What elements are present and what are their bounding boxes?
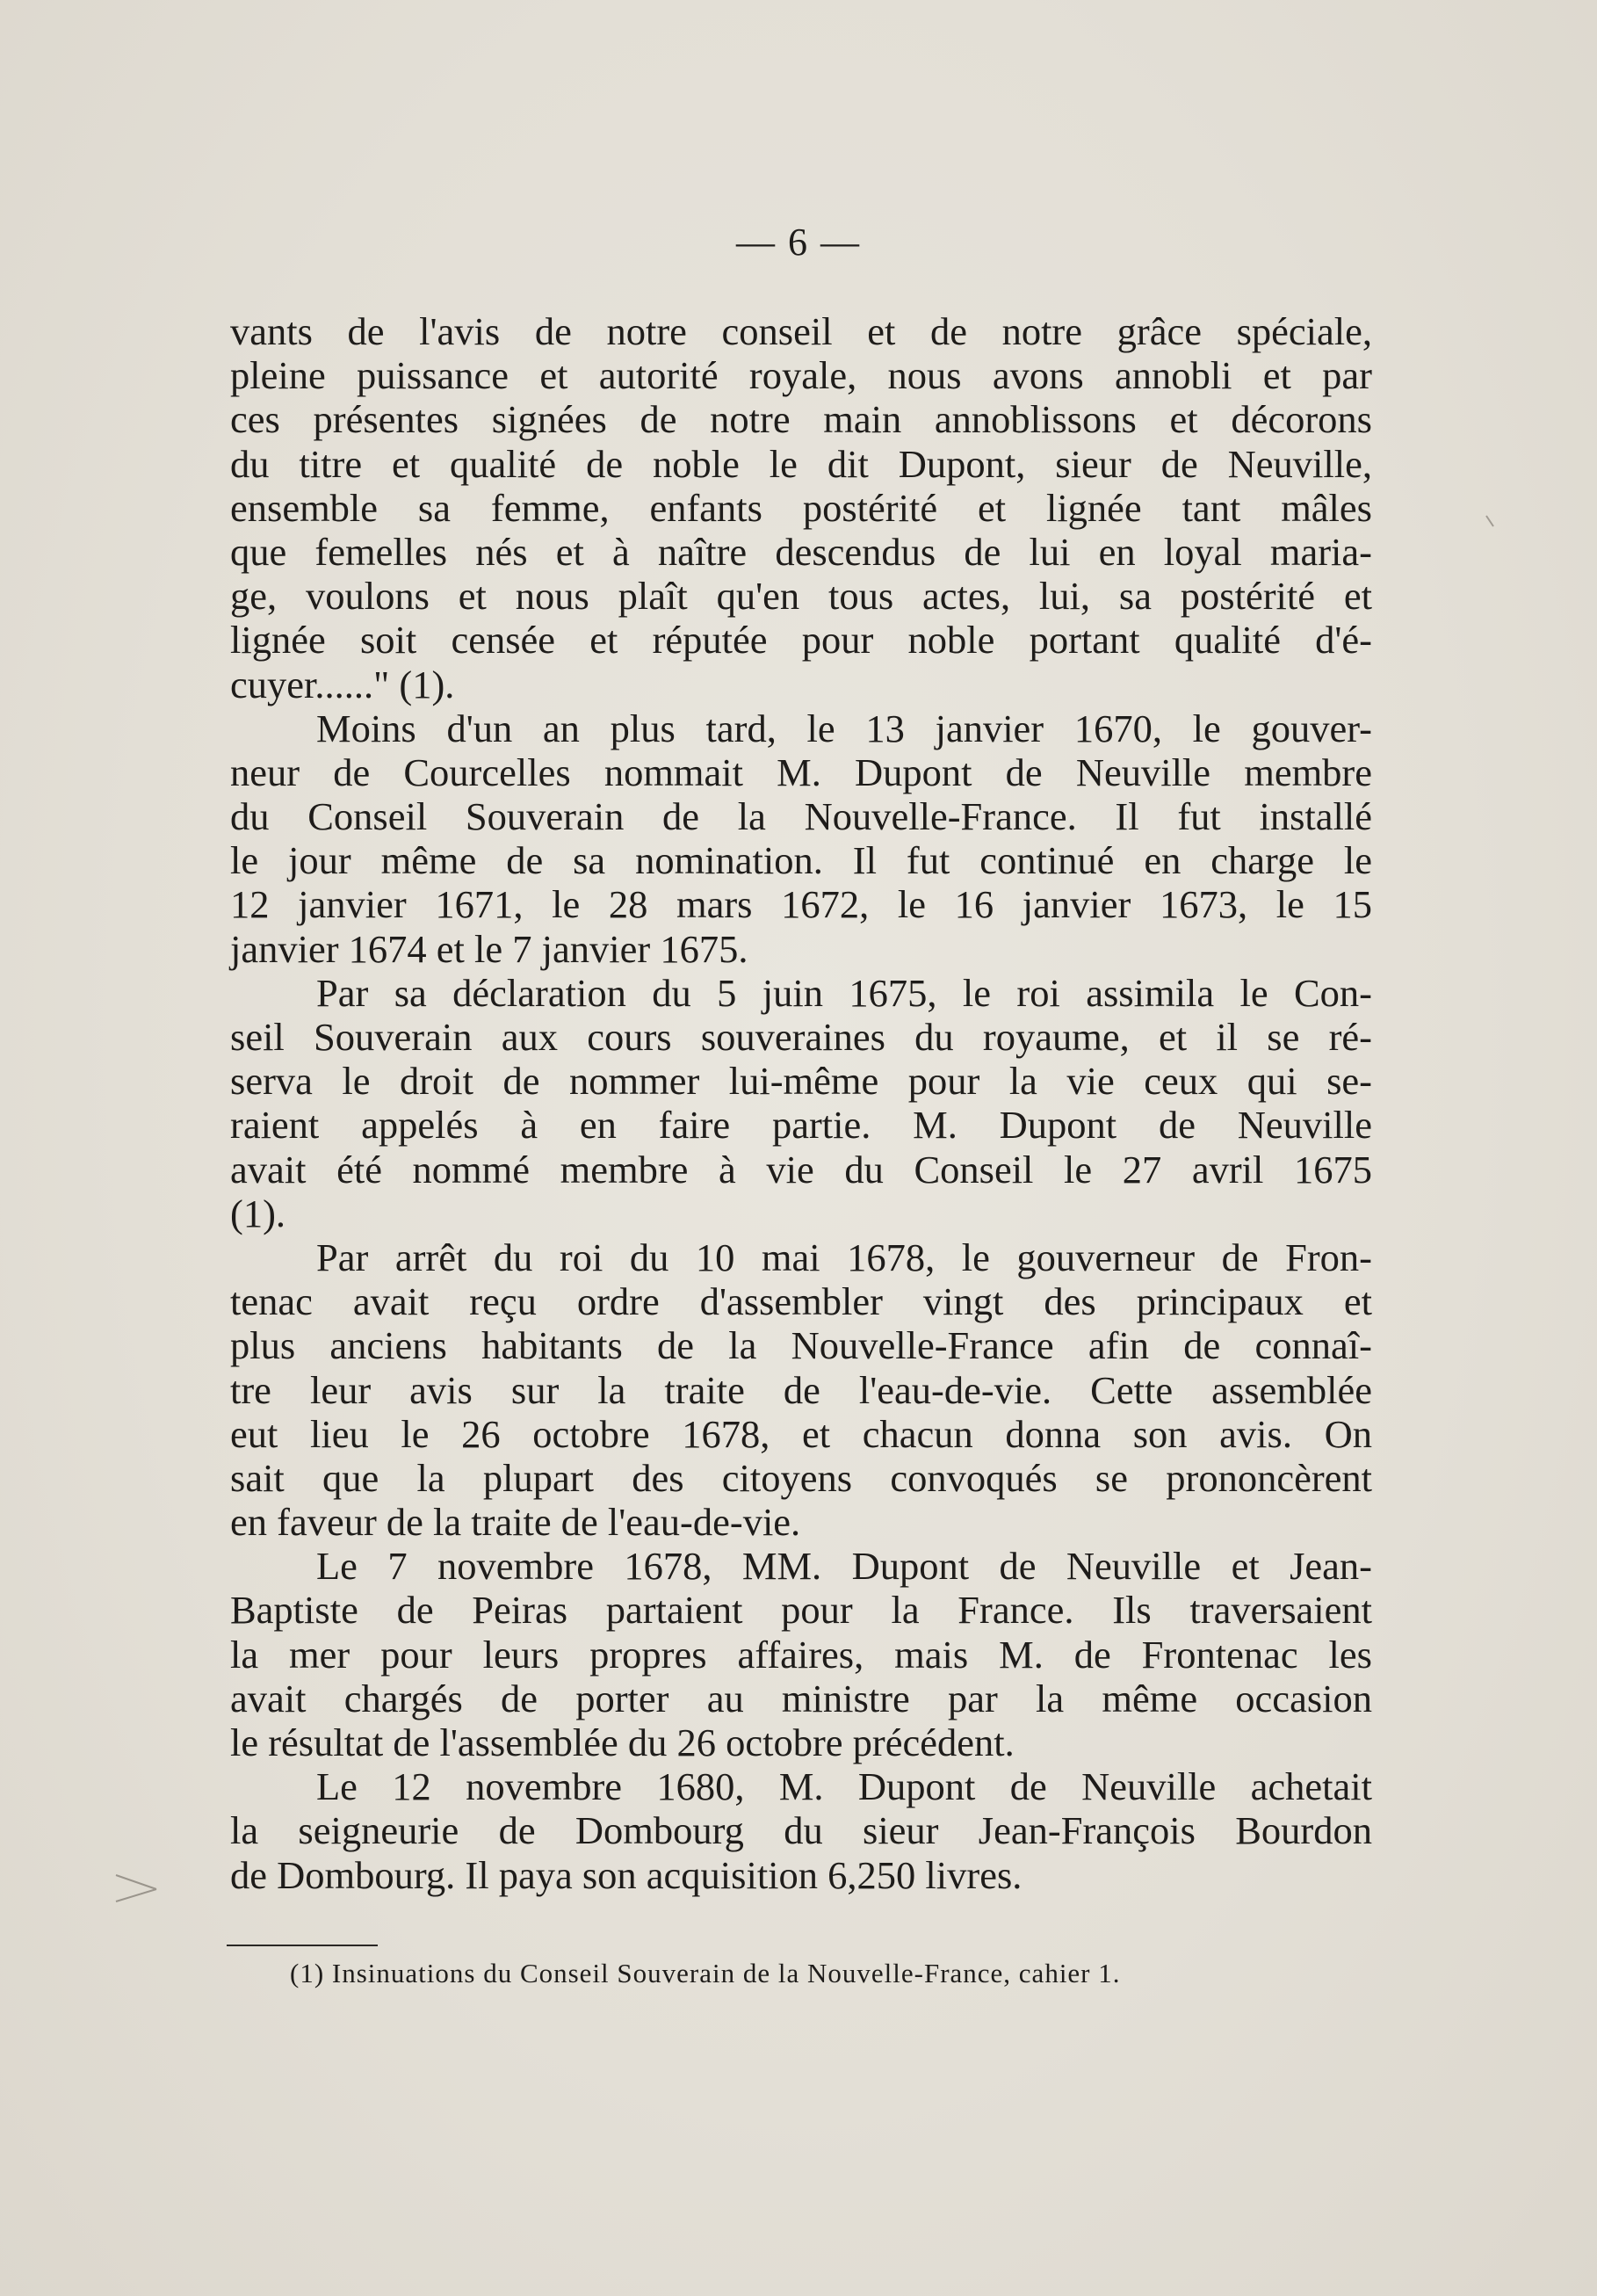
text-line: de Dombourg. Il paya son acquisition 6,250 livres. [230,1852,1023,1897]
text-line: Moins d'un an plus tard, le 13 janvier 1670, le gouver- [316,706,1372,750]
text-line: (1). [230,1191,286,1235]
margin-mark-icon [112,1870,165,1905]
text-line: tenac avait reçu ordre d'assembler vingt des principaux et [230,1279,1372,1324]
text-line: avait été nommé membre à vie du Conseil le 27 avril 1675 [230,1147,1372,1191]
text-line: eut lieu le 26 octobre 1678, et chacun donna son avis. On [230,1411,1372,1456]
paragraph [230,971,1372,1235]
text-line: raient appelés à en faire partie. M. Dupont de Neuville [230,1103,1372,1148]
text-line: en faveur de la traite de l'eau-de-vie. [230,1500,801,1545]
text-line: du Conseil Souverain de la Nouvelle-France. Il fut installé [230,794,1372,839]
paragraph [230,1544,1372,1764]
footnote-divider [227,1945,378,1946]
paragraph [230,706,1372,971]
text-line: sait que la plupart des citoyens convoqués se prononcèrent [230,1455,1372,1500]
text-line: pleine puissance et autorité royale, nous avons annobli et par [230,353,1372,398]
text-line: Par arrêt du roi du 10 mai 1678, le gouverneur de Fron- [316,1235,1372,1279]
margin-tick-icon [1485,514,1495,528]
text-line: cuyer......" (1). [230,662,455,706]
text-line: le jour même de sa nomination. Il fut continué en charge le [230,838,1372,883]
text-line: 12 janvier 1671, le 28 mars 1672, le 16 janvier 1673, le 15 [230,882,1372,927]
paragraph [230,1764,1372,1897]
paragraph [230,1235,1372,1544]
body-text [230,309,1372,1897]
text-line: serva le droit de nommer lui-même pour la vie ceux qui se- [230,1059,1372,1104]
text-line: ces présentes signées de notre main annoblissons et décorons [230,397,1372,442]
text-line: neur de Courcelles nommait M. Dupont de Neuville membre [230,750,1372,794]
text-line: ensemble sa femme, enfants postérité et lignée tant mâles [230,485,1372,530]
text-line: la seigneurie de Dombourg du sieur Jean-François Bourdon [230,1808,1372,1853]
text-line: tre leur avis sur la traite de l'eau-de-vie. Cette assemblée [230,1367,1372,1412]
text-line: Le 12 novembre 1680, M. Dupont de Neuville achetait [316,1764,1372,1809]
text-line: lignée soit censée et réputée pour noble portant qualité d'é- [230,618,1372,663]
text-line: que femelles nés et à naître descendus de lui en loyal maria- [230,529,1372,574]
text-line: du titre et qualité de noble le dit Dupont, sieur de Neuville, [230,441,1372,486]
text-line: plus anciens habitants de la Nouvelle-France afin de connaî- [230,1323,1372,1368]
text-line: Le 7 novembre 1678, MM. Dupont de Neuville et Jean- [316,1544,1372,1589]
paragraph [230,309,1372,706]
footnote: (1) Insinuations du Conseil Souverain de la Nouvelle-France, cahier 1. [290,1958,1121,1988]
text-line: ge, voulons et nous plaît qu'en tous actes, lui, sa postérité et [230,574,1372,619]
text-line: seil Souverain aux cours souveraines du royaume, et il se ré- [230,1015,1372,1059]
page-number: — 6 — [736,221,861,264]
text-line: le résultat de l'assemblée du 26 octobre précédent. [230,1720,1015,1764]
text-line: vants de l'avis de notre conseil et de notre grâce spéciale, [230,309,1372,353]
text-line: la mer pour leurs propres affaires, mais M. de Frontenac les [230,1632,1372,1677]
text-line: janvier 1674 et le 7 janvier 1675. [230,926,748,971]
text-line: avait chargés de porter au ministre par la même occasion [230,1676,1372,1720]
text-line: Baptiste de Peiras partaient pour la France. Ils traversaient [230,1588,1372,1633]
text-line: Par sa déclaration du 5 juin 1675, le roi assimila le Con- [316,970,1372,1015]
